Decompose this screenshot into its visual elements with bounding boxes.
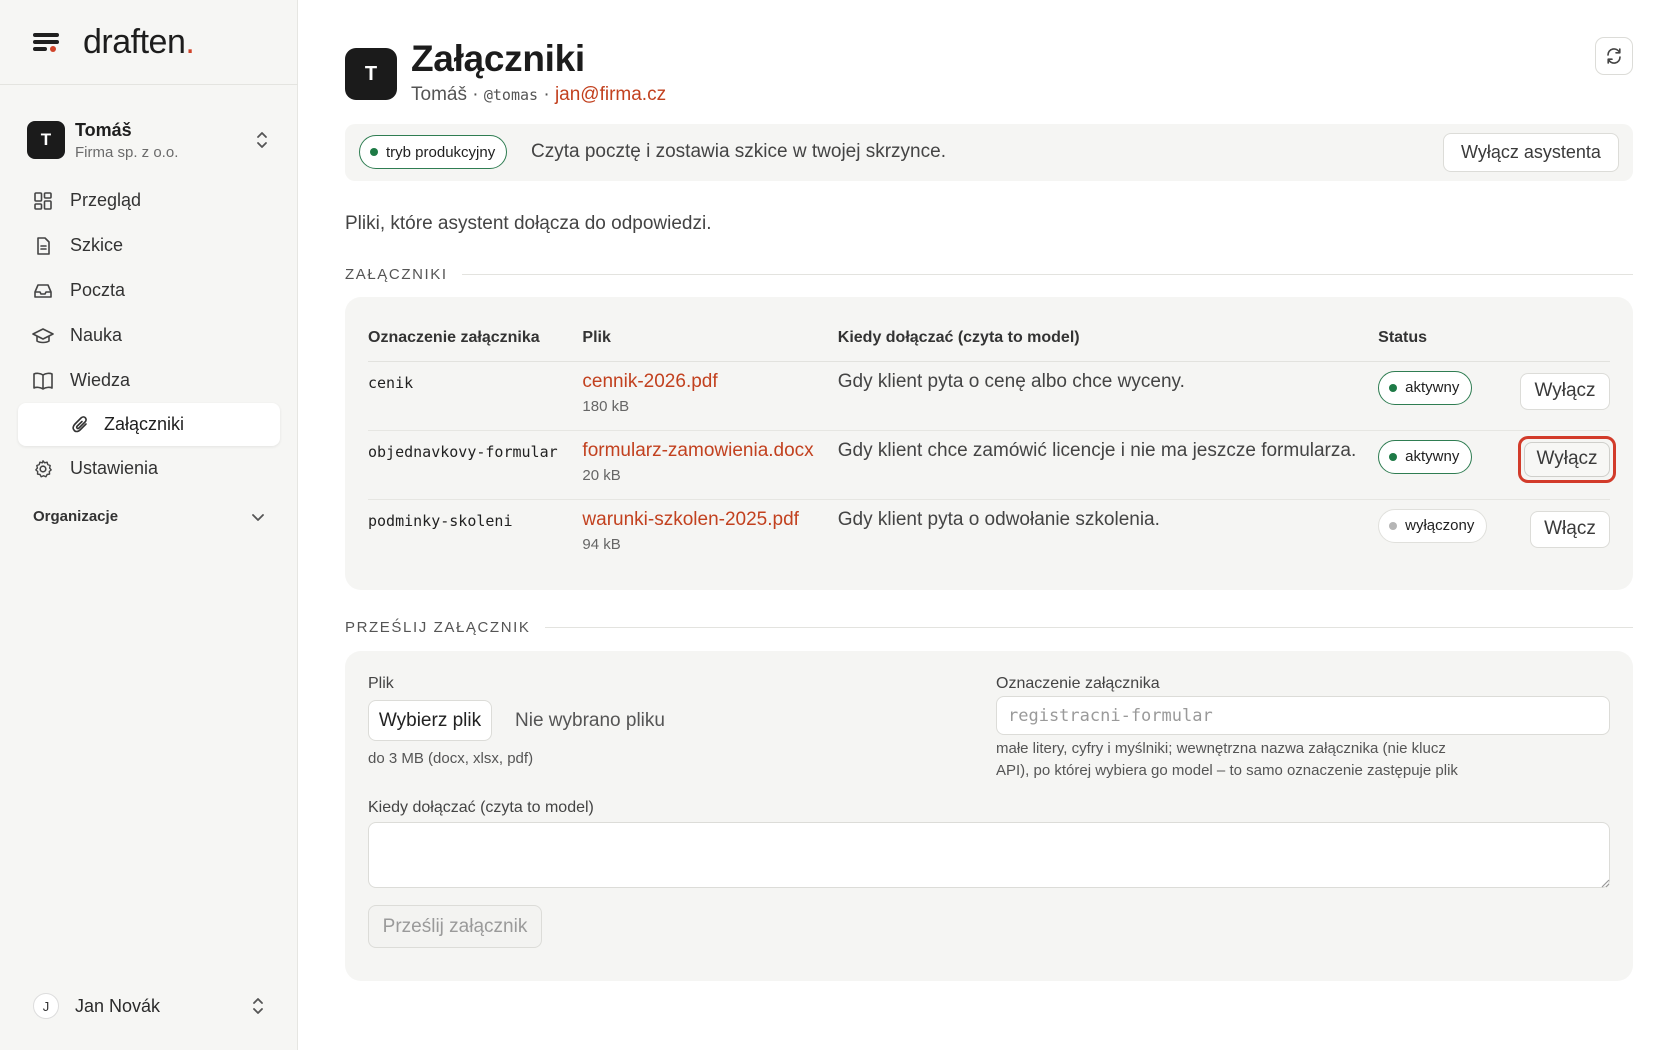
divider [0,84,298,85]
label-hint [996,738,1458,782]
sidebar-item-poczta[interactable] [18,268,280,313]
status-badge [1378,371,1472,405]
file-size: 180 kB [582,397,630,415]
table-row [368,361,1610,430]
chevron-updown-icon [255,129,269,151]
user-email[interactable]: jan@firma.cz [554,84,667,105]
attachments-table [368,315,1610,568]
separator: · [538,84,555,105]
table-row [368,499,1610,568]
disable-attachment-button[interactable]: Wyłącz [1524,442,1610,477]
file-hint: do 3 MB (docx, xlsx, pdf) [368,750,534,767]
table-header-row [368,315,1610,361]
sidebar [0,0,298,1050]
production-mode-badge [359,135,507,169]
chevron-updown-icon [251,995,265,1017]
attach-condition: Gdy klient pyta o cenę albo chce wyceny. [838,361,1378,430]
logo[interactable]: draften. [83,22,195,61]
sidebar-item-label: Poczta [70,280,126,300]
user-handle: @tomas [483,86,539,104]
status-badge [1378,509,1487,543]
status-label: aktywny [1405,379,1460,396]
attachment-label: podminky-skoleni [368,511,513,530]
attachment-label: objednavkovy-formular [368,430,582,499]
sidebar-item-przeglad[interactable] [18,178,280,223]
upload-card [345,651,1633,981]
sidebar-item-label: Wiedza [70,370,131,390]
sidebar-item-szkice[interactable] [18,223,280,268]
tenant-name: Tomáš [75,119,132,140]
graduation-cap-icon [32,325,54,347]
sidebar-item-nauka[interactable] [18,313,280,358]
avatar: J [33,993,59,1019]
column-header: Kiedy dołączać (czyta to model) [838,315,1378,361]
sidebar-nav [18,178,280,491]
file-size: 20 kB [582,466,621,484]
status-dot [1389,453,1397,461]
upload-attachment-button[interactable]: Prześlij załącznik [368,905,542,948]
no-file-text: Nie wybrano pliku [515,710,665,731]
refresh-icon [1605,47,1623,65]
attachments-card [345,297,1633,590]
paperclip-icon [70,414,92,436]
section-title-text: PRZEŚLIJ ZAŁĄCZNIK [345,619,531,636]
attachment-label-input[interactable]: registracni-formular [996,696,1610,735]
page-description: Pliki, które asystent dołącza do odpowiedzi. [345,213,712,234]
brand [33,24,194,60]
book-icon [32,370,54,392]
user-menu[interactable] [33,993,265,1019]
banner-text: Czyta pocztę i zostawia szkice w twojej skrzynce. [531,141,946,162]
when-field-label: Kiedy dołączać (czyta to model) [368,799,594,816]
inbox-icon [32,280,54,302]
file-field-label: Plik [368,675,394,692]
status-dot [370,148,378,156]
assistant-status-banner [345,124,1633,181]
attachment-label: cenik [368,361,582,430]
badge-label: tryb produkcyjny [386,143,496,161]
status-label: aktywny [1405,448,1460,465]
column-header: Status [1378,315,1518,361]
section-title-text: ZAŁĄCZNIKI [345,266,448,283]
label-hint-line: małe litery, cyfry i myślniki; wewnętrzna nazwa załącznika (nie klucz [996,740,1446,757]
focus-highlight [1518,436,1616,483]
when-textarea[interactable] [368,822,1610,888]
choose-file-button[interactable]: Wybierz plik [368,700,492,741]
status-dot [1389,384,1397,392]
sidebar-item-label: Szkice [70,235,124,255]
status-badge [1378,440,1472,474]
enable-attachment-button[interactable]: Włącz [1530,511,1610,548]
column-header: Plik [582,315,837,361]
tenant-org: Firma sp. z o.o. [75,143,179,161]
tenant-avatar: T [27,121,65,159]
sidebar-item-ustawienia[interactable] [18,446,280,491]
label-field-label: Oznaczenie załącznika [996,675,1160,692]
column-header: Oznaczenie załącznika [368,315,582,361]
chevron-down-icon [251,512,265,522]
tenant-switcher[interactable] [27,116,277,164]
refresh-button[interactable] [1595,37,1633,75]
table-row [368,430,1610,499]
file-link[interactable]: warunki-szkolen-2025.pdf [582,508,799,530]
menu-icon[interactable] [33,31,59,53]
disable-assistant-button[interactable]: Wyłącz asystenta [1443,133,1619,172]
page-title: Załączniki [411,38,585,79]
sidebar-item-label: Przegląd [70,190,142,210]
file-size: 94 kB [582,535,621,553]
resize-handle-icon[interactable] [1600,878,1610,888]
sidebar-item-wiedza[interactable] [18,358,280,403]
status-label: wyłączony [1405,517,1475,534]
page-avatar: T [345,48,397,100]
disable-attachment-button[interactable]: Wyłącz [1520,373,1610,410]
sidebar-item-label: Załączniki [104,414,185,434]
gear-icon [32,458,54,480]
dashboard-icon [32,190,54,212]
organizations-label: Organizacje [33,508,119,525]
file-link[interactable]: cennik-2026.pdf [582,370,718,392]
sidebar-item-label: Ustawienia [70,458,159,478]
attachments-section-title [345,266,1633,283]
label-hint-line: API), po której wybiera go model – to samo oznaczenie zastępuje plik [996,762,1458,779]
organizations-toggle[interactable] [33,508,265,525]
file-link[interactable]: formularz-zamowienia.docx [582,439,814,461]
attach-condition: Gdy klient pyta o odwołanie szkolenia. [837,508,1160,530]
sidebar-item-label: Nauka [70,325,123,345]
separator: · [466,84,484,105]
page-subtitle [411,84,666,106]
user-name: Jan Novák [75,995,161,1016]
attach-condition: Gdy klient chce zamówić licencje i nie ma jeszcze formularza. [838,430,1378,499]
upload-section-title [345,619,1633,636]
status-dot [1389,522,1397,530]
document-icon [32,235,54,257]
user-display-name: Tomáš [411,84,467,105]
sidebar-item-zalaczniki[interactable] [18,403,280,446]
